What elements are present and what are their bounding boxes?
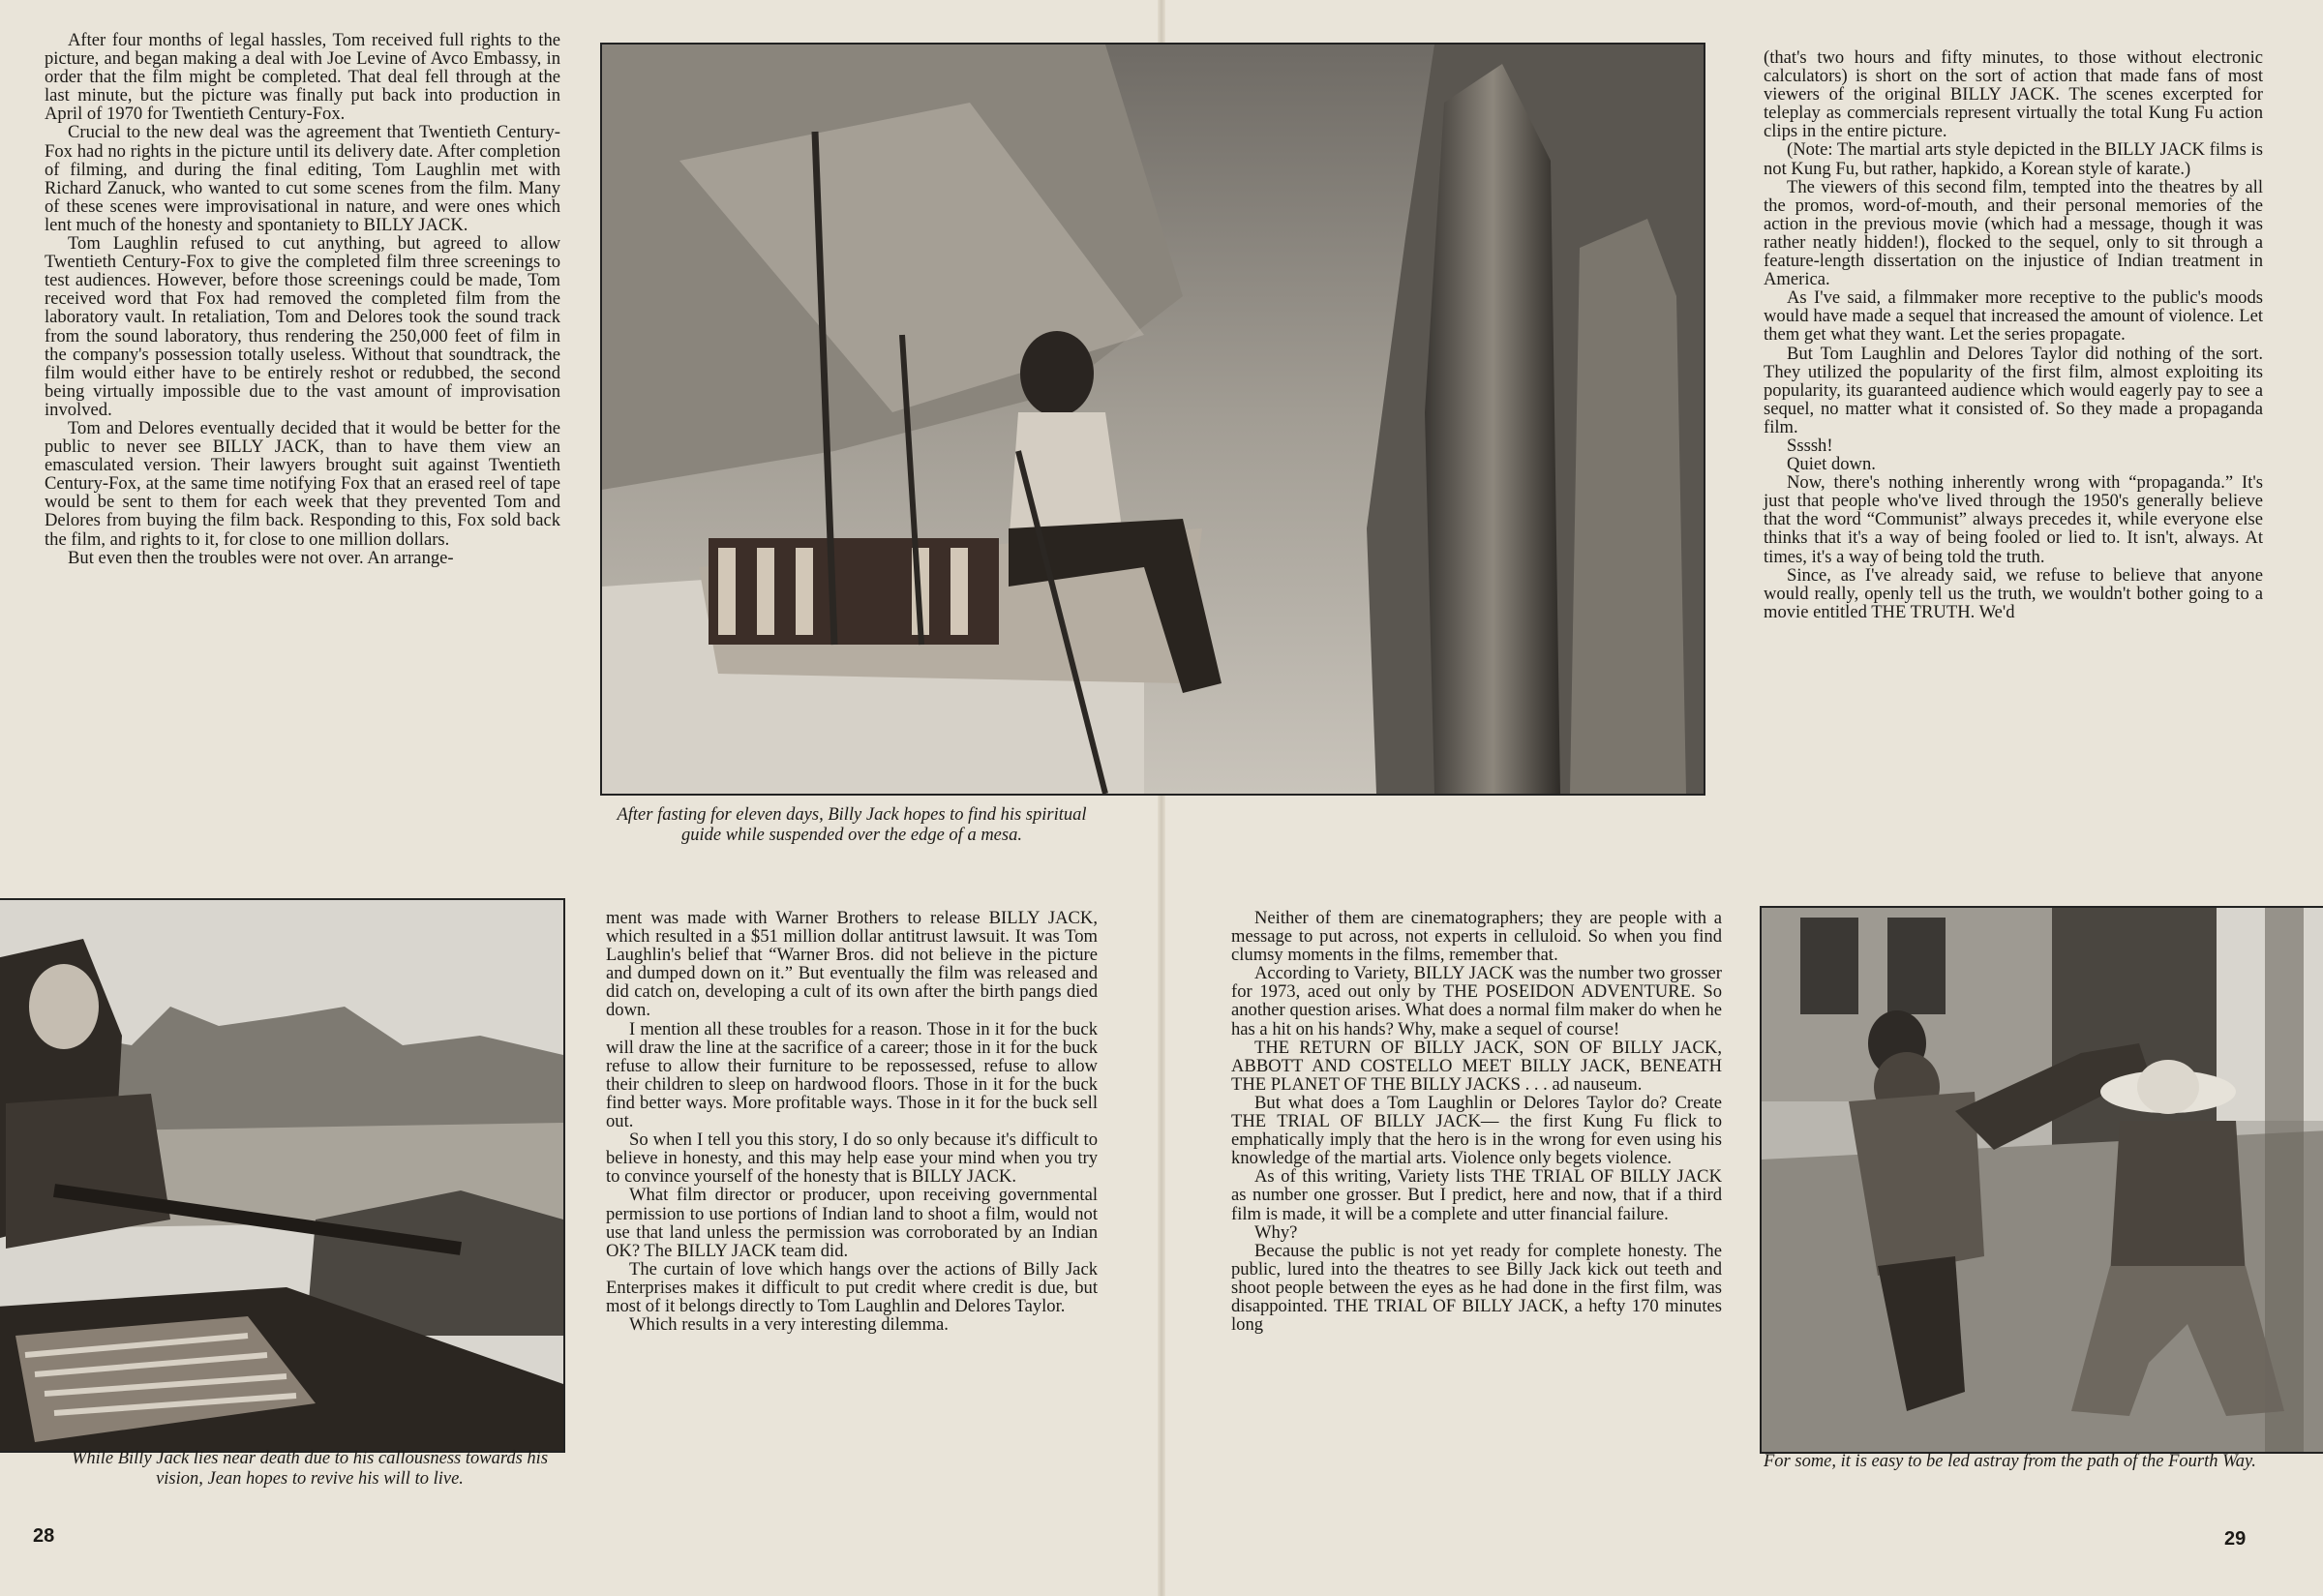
paragraph: Now, there's nothing inherently wrong with “propaganda.” It's just that people who've lived through the 1950's generally believe that the word “Communist” always precedes it, while everyone else thinks that it's a way of being fooled or lied to. It isn't, always. At times, it's a way of being told the truth. xyxy=(1764,472,2263,567)
paragraph: But what does a Tom Laughlin or Delores Taylor do? Create THE TRIAL OF BILLY JACK— the first Kung Fu flick to emphatically imply that the hero is in the wrong for even using his knowledge of the martial arts. Violence only begets violence. xyxy=(1231,1092,1722,1169)
paragraph: Ssssh! xyxy=(1787,435,1833,456)
paragraph: Why? xyxy=(1254,1221,1298,1243)
mesa-photo-caption: After fasting for eleven days, Billy Jack hopes to find his spiritual guide while suspended over the edge of a mesa. xyxy=(617,805,1087,845)
paragraph: Quiet down. xyxy=(1787,454,1876,475)
page-number-right: 29 xyxy=(2224,1528,2247,1550)
jean-photo-caption: While Billy Jack lies near death due to his callousness towards his vision, Jean hopes to revive his will to live. xyxy=(71,1449,549,1489)
striped-blanket xyxy=(709,538,999,645)
page-number-left: 28 xyxy=(33,1525,55,1547)
paragraph: The curtain of love which hangs over the actions of Billy Jack Enterprises makes it difficult to put credit where credit is due, but most of it belongs directly to Tom Laughlin and Delores Taylor. xyxy=(606,1258,1098,1316)
paragraph: ment was made with Warner Brothers to release BILLY JACK, which resulted in a $51 million dollar antitrust lawsuit. It was Tom Laughlin's belief that “Warner Bros. did not believe in the picture and dumped down on it.” But eventually the film was released and did catch on, developing a cult of its own after the birth pangs died down. xyxy=(606,908,1098,1021)
paragraph: As of this writing, Variety lists THE TRIAL OF BILLY JACK as number one grosser. But I predict, here and now, that if a third film is made, it will be a complete and utter financial failure. xyxy=(1231,1166,1722,1224)
right-page-column-3 xyxy=(1764,48,2263,854)
paragraph: Since, as I've already said, we refuse to believe that anyone would really, openly tell us the truth, we wouldn't bother going to a movie entitled THE TRUTH. We'd xyxy=(1764,564,2263,622)
paragraph: After four months of legal hassles, Tom received full rights to the picture, and began making a deal with Joe Levine of Avco Embassy, in order that the film might be completed. That deal fell through at the last minute, but the picture was finally put back into production in April of 1970 for Twentieth Century-Fox. xyxy=(45,30,560,125)
paragraph: Which results in a very interesting dilemma. xyxy=(629,1314,949,1336)
paragraph: But even then the troubles were not over. An arrange- xyxy=(68,547,454,568)
paragraph: According to Variety, BILLY JACK was the number two grosser for 1973, aced out only by THE POSEIDON ADVENTURE. So another question arises. What does a normal film maker do when he has a hit on his hands? Why, make a sequel of course! xyxy=(1231,963,1722,1039)
left-page-column-1 xyxy=(45,31,560,858)
kick-photo-illustration xyxy=(1762,908,2323,1452)
kick-photo-caption: For some, it is easy to be led astray from the path of the Fourth Way. xyxy=(1764,1452,2256,1471)
paragraph: Because the public is not yet ready for complete honesty. The public, lured into the theatres to see Billy Jack kick out teeth and shoot people between the eyes as he had done in the first film, was disappointed. THE TRIAL OF BILLY JACK, a hefty 170 minutes long xyxy=(1231,1240,1722,1336)
paragraph: The viewers of this second film, tempted into the theatres by all the promos, word-of-mouth, and their personal memories of the action in the previous movie (which had a message, though it was rather neatly hidden!), flocked to the sequel, only to sit through a feature-length dissertation on the injustice of Indian treatment in America. xyxy=(1764,176,2263,290)
right-page-column-4 xyxy=(1231,909,1722,1533)
paragraph: But Tom Laughlin and Delores Taylor did nothing of the sort. They utilized the popularity of the first film, almost exploiting its popularity, its guaranteed audience which would eagerly pay to see a sequel, no matter what it consisted of. So they made a propaganda film. xyxy=(1764,343,2263,437)
paragraph: THE RETURN OF BILLY JACK, SON OF BILLY JACK, ABBOTT AND COSTELLO MEET BILLY JACK, BENEATH THE PLANET OF THE BILLY JACKS . . . ad nauseum. xyxy=(1231,1037,1722,1095)
mesa-photo-illustration xyxy=(602,45,1704,794)
paragraph: Tom Laughlin refused to cut anything, but agreed to allow Twentieth Century-Fox to give the completed film three screenings to test audiences. However, before those screenings could be made, Tom received word that Fox had removed the completed film from the laboratory vault. In retaliation, Tom and Delores took the sound track from the sound laboratory, thus rendering the 250,000 feet of film in the company's possession totally useless. Without that soundtrack, the film would either have to be entirely reshot or redubbed, the second being virtually impossible due to the vast amount of improvisation involved. xyxy=(45,233,560,420)
paragraph: Crucial to the new deal was the agreement that Twentieth Century-Fox had no rights in the picture until its delivery date. After completion of filming, and during the final editing, Tom Laughlin met with Richard Zanuck, who wanted to cut some scenes from the film. Many of these scenes were improvisational in nature, and were ones which lent much of the honesty and spontaniety to BILLY JACK. xyxy=(45,122,560,235)
paragraph: As I've said, a filmmaker more receptive to the public's moods would have made a sequel that increased the amount of violence. Let them get what they want. Let the series propagate. xyxy=(1764,287,2263,346)
paragraph: I mention all these troubles for a reason. Those in it for the buck will draw the line at the sacrifice of a career; those in it for the buck refuse to allow their furniture to be repossessed, refuse to allow their children to sleep on hardwood floors. Those in it for the buck find better ways. More profitable ways. Those in it for the buck sell out. xyxy=(606,1018,1098,1132)
paragraph: (that's two hours and fifty minutes, to those without electronic calculators) is short on the sort of action that made fans of most viewers of the original BILLY JACK. The scenes excerpted for teleplay as commercials represent virtually the total Kung Fu action clips in the entire picture. xyxy=(1764,47,2263,142)
jean-photo xyxy=(0,898,565,1453)
paragraph: Tom and Delores eventually decided that it would be better for the public to never see BILLY JACK, than to have them view an emasculated version. Their lawyers brought suit against Twentieth Century-Fox, at the same time notifying Fox that an erased reel of tape would be sent to them for each week that they prevented Tom and Delores from buying the film back. Responding to this, Fox sold back the film, and rights to it, for close to one million dollars. xyxy=(45,417,560,550)
paragraph: So when I tell you this story, I do so only because it's difficult to believe in honesty, and this may help ease your mind when you try to convince yourself of the honesty that is BILLY JACK. xyxy=(606,1129,1098,1188)
kick-photo xyxy=(1760,906,2323,1454)
jean-photo-illustration xyxy=(0,900,563,1451)
paragraph: What film director or producer, upon receiving governmental permission to use portions of Indian land to shoot a film, would not use that land unless the permission was corroborated by an Indian OK? The BILLY JACK team did. xyxy=(606,1185,1098,1261)
paragraph: Neither of them are cinematographers; they are people with a message to put across, not experts in celluloid. So when you find clumsy moments in the films, remember that. xyxy=(1231,908,1722,966)
paragraph: (Note: The martial arts style depicted in the BILLY JACK films is not Kung Fu, but rather, hapkido, a Korean style of karate.) xyxy=(1764,139,2263,179)
left-page-column-2 xyxy=(606,909,1098,1533)
mesa-photo xyxy=(600,43,1705,796)
